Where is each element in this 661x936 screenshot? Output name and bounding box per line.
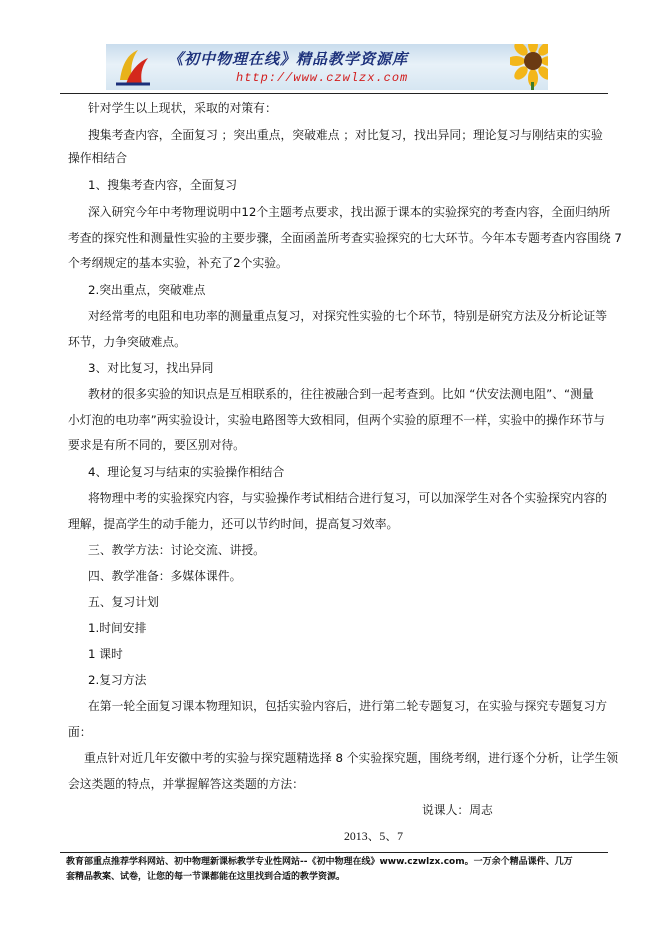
section-heading: 1、搜集考查内容，全面复习 xyxy=(88,178,238,192)
section-heading: 2.复习方法 xyxy=(88,673,147,687)
text-line: 理解，提高学生的动手能力，还可以节约时间，提高复习效率。 xyxy=(68,517,399,531)
text-line: 要求是有所不同的，要区别对待。 xyxy=(68,438,245,452)
text-line: 个考纲规定的基本实验，补充了2个实验。 xyxy=(68,256,288,270)
text-line: 对经常考的电阻和电功率的测量重点复习，对探究性实验的七个环节，特别是研究方法及分析论证等 xyxy=(88,309,608,323)
text-line: 将物理中考的实验探究内容，与实验操作考试相结合进行复习，可以加深学生对各个实验探究内容的 xyxy=(88,491,608,505)
text-line: 在第一轮全面复习课本物理知识，包括实验内容后，进行第二轮专题复习，在实验与探究专题复习方 xyxy=(88,699,608,713)
header-rule xyxy=(60,93,608,94)
text-line: 面： xyxy=(68,725,92,739)
logo-icon xyxy=(112,46,154,88)
section-heading: 2.突出重点，突破难点 xyxy=(88,283,206,297)
date: 2013、5、7 xyxy=(344,829,403,843)
footer-line-2: 套精品教案、试卷，让您的每一节课都能在这里找到合适的教学资源。 xyxy=(66,872,346,882)
header-banner xyxy=(106,44,548,90)
text-line: 深入研究今年中考物理说明中12个主题考点要求，找出源于课本的实验探究的考查内容，全面归纳所 xyxy=(88,205,611,219)
text-line: 重点针对近几年安徽中考的实验与探究题精选择 8 个实验探究题，围绕考纲，进行逐个分析，让学生领 xyxy=(84,751,619,765)
section-heading: 四、教学准备：多媒体课件。 xyxy=(88,569,242,583)
footer-line-1: 教育部重点推荐学科网站、初中物理新课标教学专业性网站--《初中物理在线》www.czwlzx.com。一万余个精品课件、几万 xyxy=(66,857,573,867)
text-line: 会这类题的特点，并掌握解答这类题的方法： xyxy=(68,777,304,791)
section-heading: 3、对比复习，找出异同 xyxy=(88,361,214,375)
banner-title: 《初中物理在线》精品教学资源库 xyxy=(168,50,409,68)
text-line: 搜集考查内容，全面复习 ；突出重点，突破难点 ；对比复习，找出异同；理论复习与刚结束的实验 xyxy=(88,128,603,142)
footer-rule xyxy=(60,852,608,853)
banner-url: http://www.czwlzx.com xyxy=(236,71,409,85)
footer xyxy=(66,855,573,885)
section-heading: 三、教学方法：讨论交流、讲授。 xyxy=(88,543,265,557)
section-heading: 1.时间安排 xyxy=(88,621,147,635)
section-heading: 4、理论复习与结束的实验操作相结合 xyxy=(88,465,285,479)
text-line: 操作相结合 xyxy=(68,151,127,165)
text-line: 针对学生以上现状，采取的对策有： xyxy=(88,101,277,115)
text-line: 考查的探究性和测量性实验的主要步骤，全面函盖所考查实验探究的七大环节。今年本专题考查内容围绕 7 xyxy=(68,231,622,245)
sunflower-icon xyxy=(510,44,548,90)
text-line: 小灯泡的电功率”两实验设计，实验电路图等大致相同，但两个实验的原理不一样，实验中的操作环节与 xyxy=(68,413,605,427)
text-line: 教材的很多实验的知识点是互相联系的，往往被融合到一起考查到。比如 “伏安法测电阻”、“测量 xyxy=(88,387,594,401)
section-heading: 五、复习计划 xyxy=(88,595,159,609)
text-line: 环节，力争突破难点。 xyxy=(68,335,186,349)
text-line: 1 课时 xyxy=(88,647,123,661)
signature: 说课人：周志 xyxy=(422,803,493,817)
